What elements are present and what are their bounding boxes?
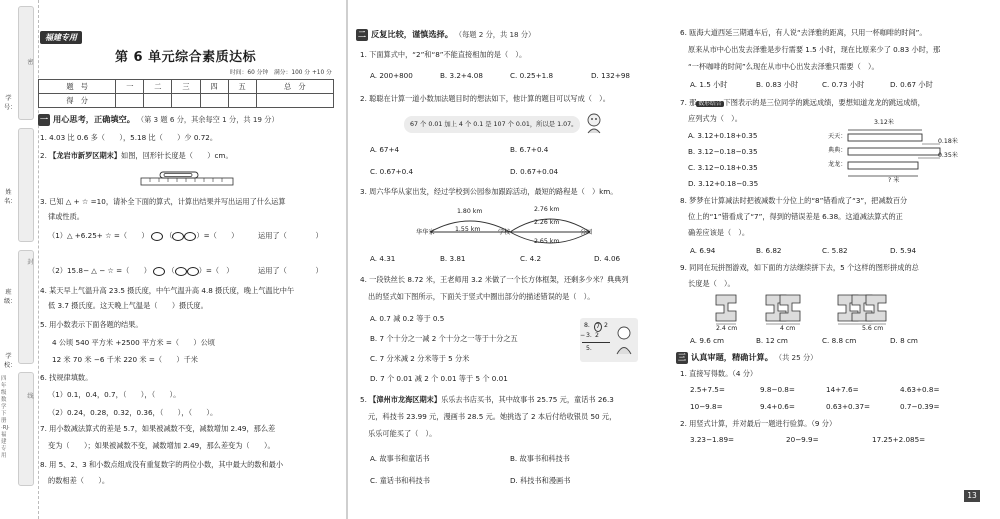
name-box: [18, 128, 34, 242]
thinking-student-icon: [614, 324, 634, 356]
mc-question-6-line-2: 原来从市中心出发去泽雅是步行需要 1.5 小时，现在比原来少了 0.83 小时，那: [688, 45, 941, 54]
figure-label: 2.4 cm: [716, 325, 738, 332]
mc-option[interactable]: C. 3.12−0.18+0.35: [688, 163, 758, 172]
mc-option[interactable]: D. 7 个 0.01 减 2 个 0.01 等于 5 个 0.01: [370, 374, 508, 383]
mc-option[interactable]: B. 6.82: [756, 246, 782, 255]
calc-item: 0.7−0.39=: [900, 402, 940, 411]
question-5a: 4 公顷 540 平方米 +2500 平方米 =（ ）公顷: [52, 338, 215, 347]
mc-option[interactable]: A. 3.12+0.18+0.35: [688, 131, 758, 140]
cut-mark-3: 线: [27, 393, 34, 400]
mc-question-6-line-1: 6. 瓯海大道西延三期通车后，有人说“去泽雅的距离，只用一杯咖啡的时间”。: [680, 28, 927, 37]
section-title: 用心思考，正确填空。: [53, 114, 135, 124]
section-3-heading: [676, 351, 817, 364]
mc-option[interactable]: B. 12 cm: [756, 336, 788, 345]
route-place-school: 学校: [498, 229, 511, 236]
mc-question-5-line-3: 乐乐可能买了（ ）。: [368, 429, 437, 438]
mc-option[interactable]: B. 3.2+4.08: [440, 71, 483, 80]
score-input-cell[interactable]: [116, 94, 144, 108]
score-input-cell[interactable]: [144, 94, 172, 108]
question-6: 6. 找规律填数。: [40, 373, 93, 382]
section-note: （第 3 题 6 分，其余每空 1 分，共 19 分）: [136, 115, 279, 124]
mc-option[interactable]: D. 132+98: [591, 71, 630, 80]
calc-rule: [582, 342, 610, 343]
score-value-row: [39, 94, 334, 108]
route-distance: 1.55 km: [455, 226, 481, 233]
calc-item: 9.4+0.6=: [760, 402, 795, 411]
section-1-heading: [38, 113, 279, 126]
mc-option[interactable]: A. 6.94: [690, 246, 716, 255]
question-text: 如图，回形针长度是（ ）cm。: [121, 151, 233, 160]
mc-option[interactable]: D. 3.12+0.18−0.35: [688, 179, 759, 188]
section-note: （共 25 分）: [774, 353, 818, 362]
question-tag: 【龙岩市新罗区期末】: [49, 151, 122, 160]
calc-digit-circled: 7: [596, 323, 600, 330]
binding-margin: [0, 0, 39, 519]
calc-question-2: 2. 用竖式计算，并对最后一题进行验算。（9 分）: [680, 419, 837, 428]
time-score-meta: 时间：60 分钟 满分：100 分 +10 分: [230, 70, 332, 76]
mc-option[interactable]: A. 4.31: [370, 254, 396, 263]
mc-option[interactable]: C. 0.73 小时: [822, 80, 865, 89]
calc-item: 3.23−1.89=: [690, 435, 735, 444]
calc-digit: 3.: [586, 332, 592, 339]
mc-option[interactable]: A. 200+800: [370, 71, 413, 80]
mc-option[interactable]: C. 7 分米减 2 分米等于 5 分米: [370, 354, 470, 363]
mc-option[interactable]: C. 4.2: [520, 254, 542, 263]
score-header-cell: 四: [200, 80, 228, 94]
mc-option[interactable]: B. 3.81: [440, 254, 466, 263]
mc-question-2: 2. 聪聪在计算一道小数加法题目时的想法如下，他计算的题目可以写成（ ）。: [360, 94, 610, 103]
question-7-line-1: 7. 用小数减法算式的差是 5.7，如果被减数不变，减数增加 2.49，那么差: [40, 424, 276, 433]
mc-option[interactable]: A. 67+4: [370, 145, 400, 154]
question-3-line-1: 3. 已知 △ + ☆ =10，请补全下面的算式，计算出结果并写出运用了什么运算: [40, 197, 286, 206]
right-page: [348, 0, 1000, 519]
question-5b: 12 米 70 米 −6 千米 220 米 =（ ）千米: [52, 355, 198, 364]
left-page: [0, 0, 347, 519]
question-tag: 【漳州市龙海区期末】: [369, 395, 442, 404]
route-distance: 2.76 km: [534, 206, 560, 213]
mc-option[interactable]: C. 8.8 cm: [822, 336, 857, 345]
section-number: 三: [678, 352, 686, 362]
mc-option[interactable]: C. 0.25+1.8: [510, 71, 554, 80]
calc-digit: 8.: [584, 322, 590, 329]
score-header-row: [39, 80, 334, 94]
page-number: 13: [964, 490, 980, 502]
section-title: 反复比较，谨慎选择。: [371, 29, 453, 39]
calc-item: 10−9.8=: [690, 402, 723, 411]
figure-label: 4 cm: [780, 325, 796, 332]
route-distance: 2.65 km: [534, 238, 560, 245]
question-1: 1. 4.03 比 0.6 多（ ），5.18 比（ ）少 0.72。: [40, 133, 218, 142]
mc-question-4-line-1: 4. 一段铁丝长 8.72 米，王老师用 3.2 米做了一个长方体框架，还剩多少米？典典列: [360, 275, 629, 284]
question-text: 7. 那: [680, 98, 697, 107]
mc-question-7-line-1: [680, 98, 925, 109]
mc-option[interactable]: B. 故事书和科技书: [510, 454, 570, 463]
mc-question-8-line-1: 8. 梦梦在计算减法时把被减数十分位上的“8”错看成了“3”，把减数百分: [680, 196, 908, 205]
mc-option[interactable]: B. 6.7+0.4: [510, 145, 549, 154]
figure-label: 0.35米: [938, 152, 958, 159]
equation-text: （2）15.8− △ − ☆ =（ ）: [48, 266, 151, 275]
cut-mark-2: 封: [27, 259, 34, 266]
question-4-line-2: 低 3.7 摄氏度。这天晚上气温是（ ）摄氏度。: [48, 301, 208, 310]
mc-option[interactable]: A. 9.6 cm: [690, 336, 725, 345]
operator-circle-icon: [151, 232, 163, 241]
mc-option[interactable]: C. 童话书和科技书: [370, 476, 430, 485]
equation-text: （1）△ +6.25+ ☆ =（ ）: [48, 231, 149, 240]
operator-circle-icon: [153, 267, 165, 276]
route-distance: 2.26 km: [534, 219, 560, 226]
calc-item: 14+7.6=: [826, 385, 859, 394]
score-row-label: 得 分: [39, 94, 116, 108]
calc-item: 17.25+2.085=: [872, 435, 926, 444]
question-6a: （1）0.1，0.4，0.7，（ ），（ ）。: [48, 390, 181, 399]
puzzle-shapes-figure: [714, 293, 964, 327]
mc-option[interactable]: A. 1.5 小时: [690, 80, 728, 89]
thought-bubble: 67 个 0.01 加上 4 个 0.1 是 107 个 0.01，所以是 1.07。: [404, 116, 580, 133]
cut-mark-1: 密: [27, 59, 34, 66]
vertical-subtraction-figure: [580, 318, 638, 362]
calc-question-1: 1. 直接写得数。（4 分）: [680, 369, 758, 378]
score-header-cell: 五: [228, 80, 256, 94]
score-header-cell: 题 号: [39, 80, 116, 94]
figure-row-label: 龙龙：: [828, 161, 847, 168]
question-3-part-1-law: 运用了（ ）: [258, 231, 323, 240]
class-label: 班级：: [4, 289, 17, 305]
figure-label: 0.18米: [938, 138, 958, 145]
question-6b: （2）0.24，0.28，0.32，0.36，（ ），（ ）。: [48, 408, 218, 417]
mc-question-1: 1. 下面算式中，“2”和“8”不能直接相加的是（ ）。: [360, 50, 527, 59]
score-input-cell[interactable]: [256, 94, 333, 108]
calc-digit: 2: [595, 332, 599, 339]
question-3-part-2: （2）15.8− △ − ☆ =（ ） （ ）=（ ）: [48, 266, 234, 275]
question-7-line-2: 变为（ ）；如果被减数不变，减数增加 2.49，那么差变为（ ）。: [48, 441, 275, 450]
score-input-cell[interactable]: [228, 94, 256, 108]
question-3-part-1: （1）△ +6.25+ ☆ =（ ） （ ）=（ ）: [48, 231, 239, 240]
mc-option[interactable]: D. 0.67 小时: [890, 80, 933, 89]
section-2-heading: [356, 28, 535, 41]
calc-item: 0.63+0.37=: [826, 402, 871, 411]
name-label: 姓名：: [4, 189, 17, 205]
mc-question-7-line-2: 应列式为（ ）。: [688, 114, 742, 123]
route-distance: 1.80 km: [457, 208, 483, 215]
score-input-cell[interactable]: [200, 94, 228, 108]
mc-option[interactable]: D. 科技书和漫画书: [510, 476, 571, 485]
operator-circle-icon: [172, 232, 184, 241]
mc-question-3: 3. 周六华华从家出发，经过学校到公园参加跟踪活动，最短的路程是（ ）km。: [360, 187, 618, 196]
province-badge: 福建专用: [40, 31, 82, 44]
score-table: [38, 79, 334, 108]
class-box: [18, 250, 34, 364]
mc-option[interactable]: B. 7 个十分之一减 2 个十分之一等于十分之五: [370, 334, 518, 343]
question-4-line-1: 4. 某天早上气温升高 23.5 摄氏度，中午气温升高 4.8 摄氏度，晚上气温比中午: [40, 286, 295, 295]
student-avatar-icon: [585, 112, 603, 134]
question-8-line-2: 的数相差（ ）。: [48, 476, 110, 485]
question-8-line-1: 8. 用 5、2、3 和小数点组成没有重复数字的两位小数，其中最大的数和最小: [40, 460, 284, 469]
operator-circle-icon: [187, 267, 199, 276]
paperclip-ruler-figure: [140, 171, 236, 187]
section-number: 二: [358, 29, 366, 39]
mc-option[interactable]: C. 0.67+0.4: [370, 167, 414, 176]
mc-option[interactable]: C. 5.82: [822, 246, 848, 255]
book-side-text: 四年级数学下册·RJ·福建专用: [1, 376, 10, 459]
mc-option[interactable]: A. 0.7 减 0.2 等于 0.5: [370, 314, 445, 323]
calc-digit: 5.: [586, 345, 592, 352]
question-3-part-2-law: 运用了（ ）: [258, 266, 323, 275]
student-id-label: 学号：: [4, 95, 17, 111]
question-tag: 数形结合: [698, 101, 722, 107]
mc-option[interactable]: B. 0.83 小时: [756, 80, 799, 89]
score-header-cell: 三: [172, 80, 200, 94]
mc-question-9-line-2: 长度是（ ）。: [688, 279, 735, 288]
question-5: 5. 用小数表示下面各题的结果。: [40, 320, 143, 329]
figure-row-label: 典典：: [828, 147, 847, 154]
calc-item: 4.63+0.8=: [900, 385, 940, 394]
figure-label: 5.6 cm: [862, 325, 884, 332]
calc-item: 9.8−0.8=: [760, 385, 795, 394]
score-input-cell[interactable]: [172, 94, 200, 108]
mc-option[interactable]: D. 8 cm: [890, 336, 918, 345]
section-number: 一: [40, 114, 48, 124]
mc-option[interactable]: B. 3.12−0.18−0.35: [688, 147, 758, 156]
question-text: 下图表示的是三位同学的跳远成绩，要想知道龙龙的跳远成绩，: [723, 98, 925, 107]
calc-minus: −: [580, 332, 586, 339]
mc-option[interactable]: D. 0.67+0.04: [510, 167, 559, 176]
operator-circle-icon: [184, 232, 196, 241]
mc-option[interactable]: A. 故事书和童话书: [370, 454, 430, 463]
figure-row-label: 天天：: [828, 133, 847, 140]
mc-question-6-line-3: [688, 62, 879, 71]
calc-digit: 2: [604, 322, 608, 329]
question-text: 么现在从市中心出发去泽雅只需要（ ）。: [745, 62, 879, 71]
figure-label: ? 米: [888, 177, 900, 184]
page-title: 第 6 单元综合素质达标: [115, 50, 257, 65]
mc-option[interactable]: D. 5.94: [890, 246, 917, 255]
mc-question-4-line-2: 出的竖式如下图所示，下面关于竖式中圈出部分的描述错误的是（ ）。: [368, 292, 595, 301]
calc-item: 20−9.9=: [786, 435, 819, 444]
route-place-home: 华华家: [416, 229, 435, 236]
mc-question-5-line-1: 5. 【漳州市龙海区期末】乐乐去书店买书，其中故事书 25.75 元，童话书 26.3: [360, 395, 614, 404]
route-diagram: [418, 204, 608, 252]
operator-circle-icon: [175, 267, 187, 276]
route-place-park: 公园: [580, 229, 593, 236]
school-label: 学校：: [4, 353, 17, 369]
score-header-cell: 一: [116, 80, 144, 94]
section-note: （每题 2 分，共 18 分）: [454, 30, 536, 39]
mc-question-8-line-2: 位上的“1”错看成了“7”，得到的错误差是 6.38。这道减法算式的正: [688, 212, 903, 221]
mc-option[interactable]: D. 4.06: [594, 254, 621, 263]
calc-item: 2.5+7.5=: [690, 385, 725, 394]
question-text: 乐乐去书店买书，其中故事书 25.75 元，童话书 26.3: [441, 395, 614, 404]
question-2: 2. 【龙岩市新罗区期末】如图，回形针长度是（ ）cm。: [40, 151, 233, 160]
mc-question-9-line-1: 9. 同同在玩拼图游戏，如下面的方法继续拼下去，5 个这样的图形拼成的总: [680, 263, 919, 272]
figure-label: 3.12米: [874, 119, 894, 126]
mc-question-5-line-2: 元，科技书 23.99 元，漫画书 28.5 元。她挑选了 2 本后付给收银员 50 元，: [368, 412, 617, 421]
question-text: “一杯咖啡的时间”: [688, 62, 746, 71]
score-header-cell: 二: [144, 80, 172, 94]
school-box: [18, 372, 34, 486]
section-title: 认真审题，精确计算。: [691, 352, 773, 362]
question-3-line-2: 律或性质。: [48, 212, 84, 221]
score-header-cell: 总 分: [256, 80, 333, 94]
mc-question-8-line-3: 确差应该是（ ）。: [688, 228, 750, 237]
